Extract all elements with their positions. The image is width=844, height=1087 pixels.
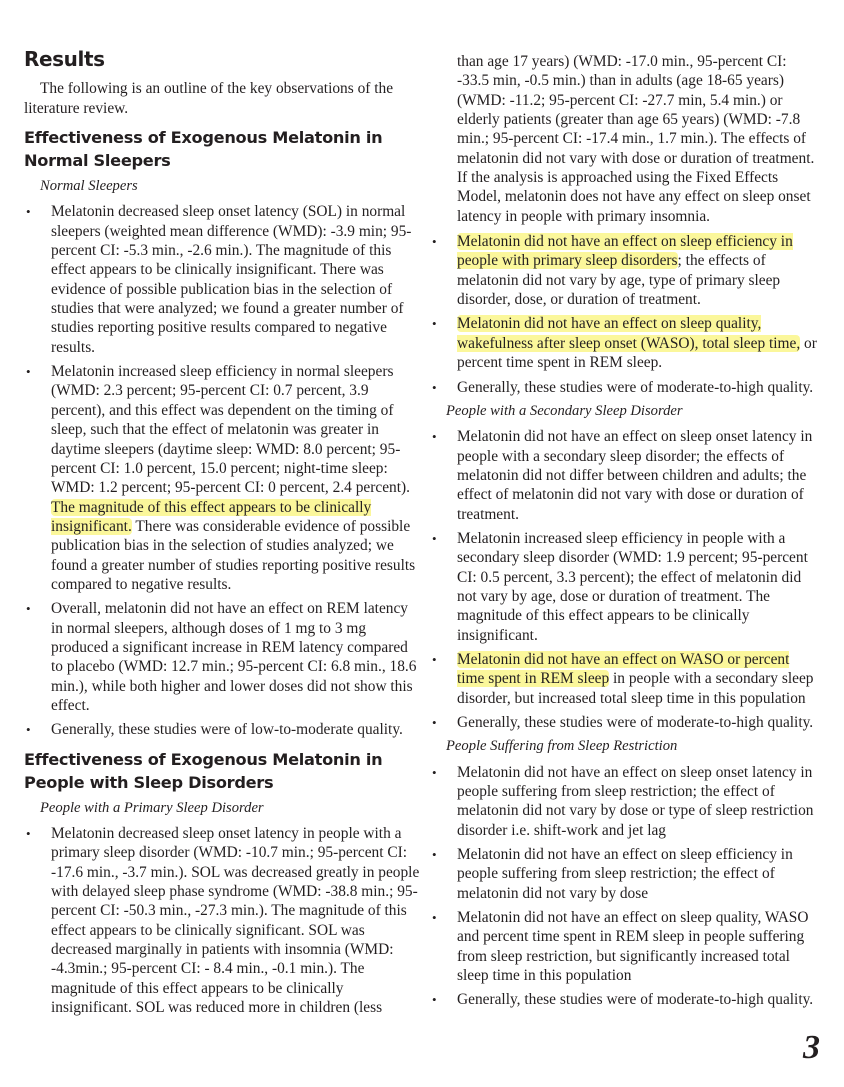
bullet-item [430, 314, 820, 372]
bullet-item: • Generally, these studies were of moderate-to-high quality. [430, 378, 820, 397]
bullet-item [24, 362, 420, 594]
bullet-item: • Melatonin did not have an effect on sleep onset latency in people with a secondary sleep disorder; the effects of melatonin did not differ between children and adults; the effect of melatonin did not vary with dose or duration of treatment. [430, 427, 820, 524]
bullet-list-primary [430, 232, 820, 397]
subheading-sleep-restriction: People Suffering from Sleep Restriction [446, 738, 678, 755]
page-number: 3 [803, 1029, 820, 1066]
bullet-text: or percent time spent in REM sleep. [457, 334, 817, 372]
bullet-list-primary-continued [24, 824, 420, 1017]
bullet-item: • Melatonin did not have an effect on sleep onset latency in people suffering from sleep restriction; the effect of melatonin did not vary by dose or type of sleep restriction disorder i.e. shift-work and jet lag [430, 763, 820, 840]
intro-paragraph: The following is an outline of the key observations of the literature review. [24, 80, 394, 117]
bullet-item: • Overall, melatonin did not have an effect on REM latency in normal sleepers, although doses of 1 mg to 3 mg produced a significant increase in REM latency compared to placebo (WMD: 12.7 min.; 95-percent CI: 6.8 min., 18.6 min.), while both higher and lower doses did not show this effect. [24, 599, 420, 715]
subheading-normal-sleepers: Normal Sleepers [40, 178, 138, 195]
section-heading-normal-sleepers: Effectiveness of Exogenous Melatonin in Normal Sleepers [24, 128, 383, 171]
bullet-item [24, 824, 420, 1017]
section-heading-sleep-disorders: Effectiveness of Exogenous Melatonin in People with Sleep Disorders [24, 749, 383, 792]
bullet-list-normal-sleepers [24, 202, 420, 739]
highlighted-text: Melatonin did not have an effect on sleep efficiency in people with primary sleep disorders [457, 233, 793, 270]
bullet-item: • Generally, these studies were of moderate-to-high quality. [430, 990, 820, 1009]
highlighted-text: Melatonin did not have an effect on WASO or percent time spent in REM sleep [457, 650, 790, 688]
bullet-item: • Melatonin decreased sleep onset latency (SOL) in normal sleepers (weighted mean difference (WMD): -3.9 min; 95-percent CI: -5.3 min., -2.6 min.). The magnitude of this effect appears to be clinically insignificant. There was evidence of possible publication bias in the selection of studies that were analyzed; we found a greater number of studies reporting positive results compared to negative results. [24, 202, 420, 357]
results-heading: Results [24, 47, 105, 71]
bullet-text: Melatonin increased sleep efficiency in normal sleepers (WMD: 2.3 percent; 95-percent CI: 0.7 percent, 3.9 percent), and this effect was dependent on the timing of sleep, such that the effect of melatonin was greater in daytime sleepers (daytime sleep: WMD: 8.0 percent; 95-percent CI: 1.0 percent, 15.0 percent; night-time sleep: WMD: 1.2 percent; 95-percent CI: 0 percent, 2.4 percent). [51, 363, 410, 497]
bullet-list-secondary [430, 427, 820, 732]
bullet-item: • Generally, these studies were of moderate-to-high quality. [430, 713, 820, 732]
bullet-text-flow: Melatonin decreased sleep onset latency in people with a primary sleep disorder (WMD: -10.7 min.; 95-percent CI: -17.6 min., -3.7 min.). SOL was decreased greatly in people with delayed sleep phase syndrome (WMD: -38.8 min.; 95-percent CI: -50.3 min., -27.3 min.). The magnitude of this effect appears to be clinically significant. SOL was decreased marginally in patients with insomnia (WMD: -4.3min.; 95-percent CI: - 8.4 min., -0.1 min.). The magnitude of this effect appears to be clinically insignificant. SOL was reduced more in children (less [51, 825, 420, 1017]
bullet-item [430, 650, 820, 708]
left-column [24, 48, 420, 1022]
highlighted-text: The magnitude of this effect appears to be clinically insignificant. [51, 498, 372, 535]
bullet-item: • Melatonin did not have an effect on sleep efficiency in people suffering from sleep restriction; the effect of melatonin did not vary by dose [430, 845, 820, 903]
bullet-item: • Generally, these studies were of low-to-moderate quality. [24, 720, 420, 739]
subheading-primary-sleep-disorder: People with a Primary Sleep Disorder [40, 799, 264, 816]
bullet-text: There was considerable evidence of possible publication bias in the selection of studies analyzed; we found a greater number of studies reporting positive results compared to negative results. [51, 517, 416, 593]
bullet-continuation: than age 17 years) (WMD: -17.0 min., 95-percent CI: -33.5 min, -0.5 min.) than in adults (age 18-65 years) (WMD: -11.2; 95-percent CI: -27.7 min, 5.4 min.) or elderly patients (greater than age 65 years) (WMD: -7.8 min.; 95-percent CI: -17.4 min., 1.7 min.). The effects of melatonin did not vary with dose or duration of treatment. If the analysis is approached using the Fixed Effects Model, melatonin does not have any effect on sleep onset latency in people with primary insomnia. [457, 53, 815, 225]
subheading-secondary-sleep-disorder: People with a Secondary Sleep Disorder [446, 402, 683, 419]
bullet-item: • Melatonin did not have an effect on sleep quality, WASO and percent time spent in REM sleep in people suffering from sleep restriction, but significantly increased total sleep time in this population [430, 908, 820, 985]
bullet-item [430, 232, 820, 309]
bullet-text: in people with a secondary sleep disorder, but increased total sleep time in this population [457, 670, 814, 707]
bullet-list-sleep-restriction [430, 763, 820, 1010]
right-column [430, 52, 820, 1015]
bullet-item: • Melatonin increased sleep efficiency in people with a secondary sleep disorder (WMD: 1.9 percent; 95-percent CI: 0.5 percent, 3.3 percent); the effect of melatonin did not vary by age, dose or duration of treatment. The magnitude of this effect appears to be clinically insignificant. [430, 529, 820, 645]
bullet-text: ; the effects of melatonin did not vary by age, type of primary sleep disorder, dose, or duration of treatment. [457, 252, 781, 309]
highlighted-text: Melatonin did not have an effect on sleep quality, wakefulness after sleep onset (WASO), total sleep time, [457, 315, 801, 352]
